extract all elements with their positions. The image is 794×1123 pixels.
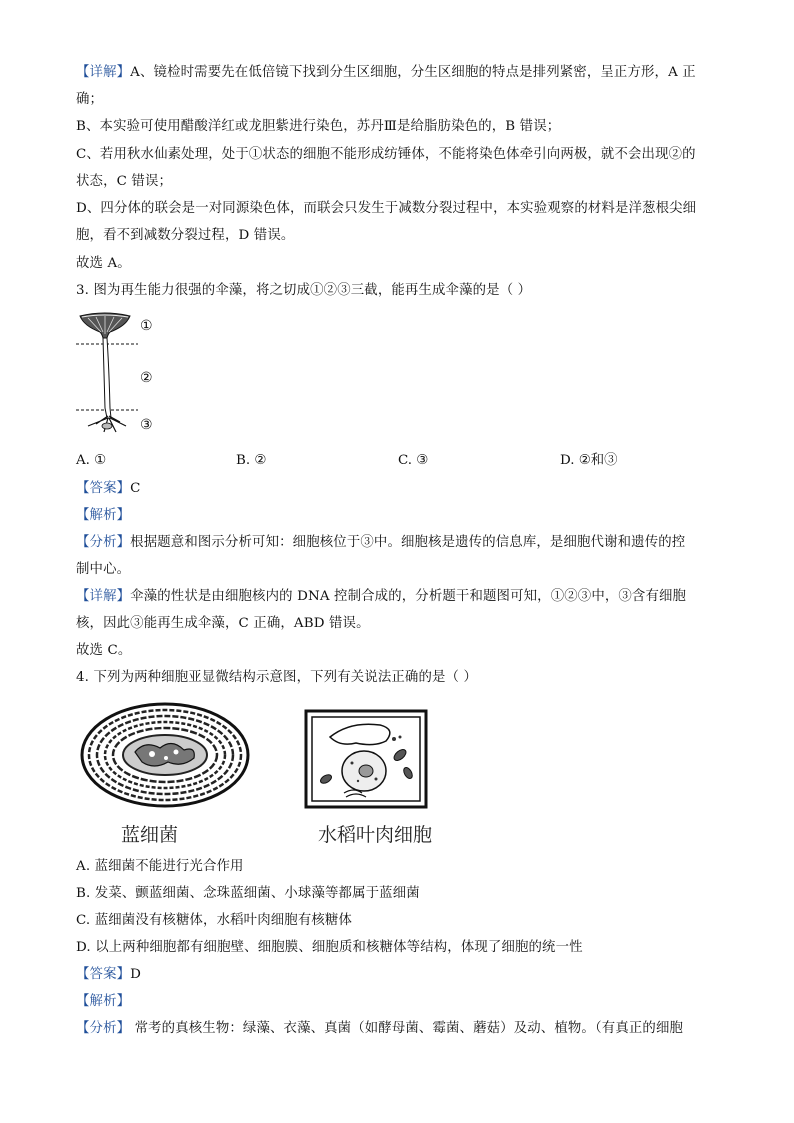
q4-option-d: D. 以上两种细胞都有细胞壁、细胞膜、细胞质和核糖体等结构，体现了细胞的统一性	[76, 940, 583, 955]
caption-cyanobacteria: 蓝细菌	[121, 824, 179, 846]
figure-label-3: ③	[140, 417, 153, 433]
explanation-line-1	[76, 64, 696, 82]
q4-analysis-tag: 【解析】	[76, 994, 131, 1009]
q3-detail-line-2: 核，因此③能再生成伞藻，C 正确，ABD 错误。	[76, 616, 370, 631]
detail-tag: 【详解】	[76, 65, 131, 80]
q4-analysis-line-1	[76, 1020, 683, 1038]
explanation-line-6: D、四分体的联会是一对同源染色体，而联会只发生于减数分裂过程中，本实验观察的材料是洋葱根尖细	[76, 201, 697, 216]
detail-text: 伞藻的性状是由细胞核内的 DNA 控制合成的，分析题干和题图可知，①②③中，③含有细胞	[130, 589, 687, 604]
analysis-text: 常考的真核生物：绿藻、衣藻、真菌（如酵母菌、霉菌、蘑菇）及动、植物。（有真正的细胞	[130, 1021, 684, 1036]
q4-option-a: A. 蓝细菌不能进行光合作用	[76, 859, 244, 874]
q3-conclusion: 故选 C。	[76, 643, 132, 658]
explanation-text: A、镜检时需要先在低倍镜下找到分生区细胞，分生区细胞的特点是排列紧密，呈正方形，A 正	[130, 65, 696, 80]
stalk-shape	[103, 338, 111, 418]
answer-tag: 【答案】	[76, 481, 131, 496]
explanation-line-5: 状态，C 错误；	[76, 174, 173, 189]
figure-label-2: ②	[140, 370, 153, 386]
caption-rice-leaf-cell: 水稻叶肉细胞	[318, 824, 433, 846]
detail-tag: 【详解】	[76, 589, 131, 604]
q3-option-d: D. ②和③	[560, 453, 618, 468]
analysis-text: 根据题意和图示分析可知：细胞核位于③中。细胞核是遗传的信息库，是细胞代谢和遗传的控	[130, 535, 686, 550]
q3-option-b: B. ②	[236, 453, 267, 468]
answer-value: C	[130, 481, 141, 496]
q3-analysis-tag: 【解析】	[76, 508, 131, 523]
figure-label-1: ①	[140, 318, 153, 334]
q4-answer	[76, 966, 141, 984]
q4-option-c: C. 蓝细菌没有核糖体，水稻叶肉细胞有核糖体	[76, 913, 353, 928]
rice-leaf-cell-figure	[300, 707, 432, 812]
explanation-line-2: 确；	[76, 92, 104, 107]
explanation-conclusion: 故选 A。	[76, 256, 131, 271]
q4-option-b: B. 发菜、颤蓝细菌、念珠蓝细菌、小球藻等都属于蓝细菌	[76, 886, 420, 901]
q3-analysis-line-2: 制中心。	[76, 562, 131, 577]
explanation-line-3: B、本实验可使用醋酸洋红或龙胆紫进行染色，苏丹Ⅲ是给脂肪染色的，B 错误；	[76, 119, 561, 134]
explanation-line-4: C、若用秋水仙素处理，处于①状态的细胞不能形成纺锤体，不能将染色体牵引向两极，就不会出现②的	[76, 147, 696, 162]
q3-analysis-line-1	[76, 534, 685, 552]
q3-option-a: A. ①	[76, 453, 107, 468]
analysis-sub-tag: 【分析】	[76, 535, 131, 550]
question-3-stem: 3. 图为再生能力很强的伞藻，将之切成①②③三截，能再生成伞藻的是（ ）	[76, 283, 532, 298]
q3-answer	[76, 480, 141, 498]
q3-detail-line-1	[76, 588, 686, 606]
analysis-sub-tag: 【分析】	[76, 1021, 131, 1036]
answer-tag: 【答案】	[76, 967, 131, 982]
q3-option-c: C. ③	[398, 453, 429, 468]
answer-value: D	[130, 967, 142, 982]
cyanobacteria-figure	[80, 702, 250, 808]
question-4-stem: 4. 下列为两种细胞亚显微结构示意图，下列有关说法正确的是（ ）	[76, 670, 478, 685]
explanation-line-7: 胞，看不到减数分裂过程，D 错误。	[76, 228, 295, 243]
